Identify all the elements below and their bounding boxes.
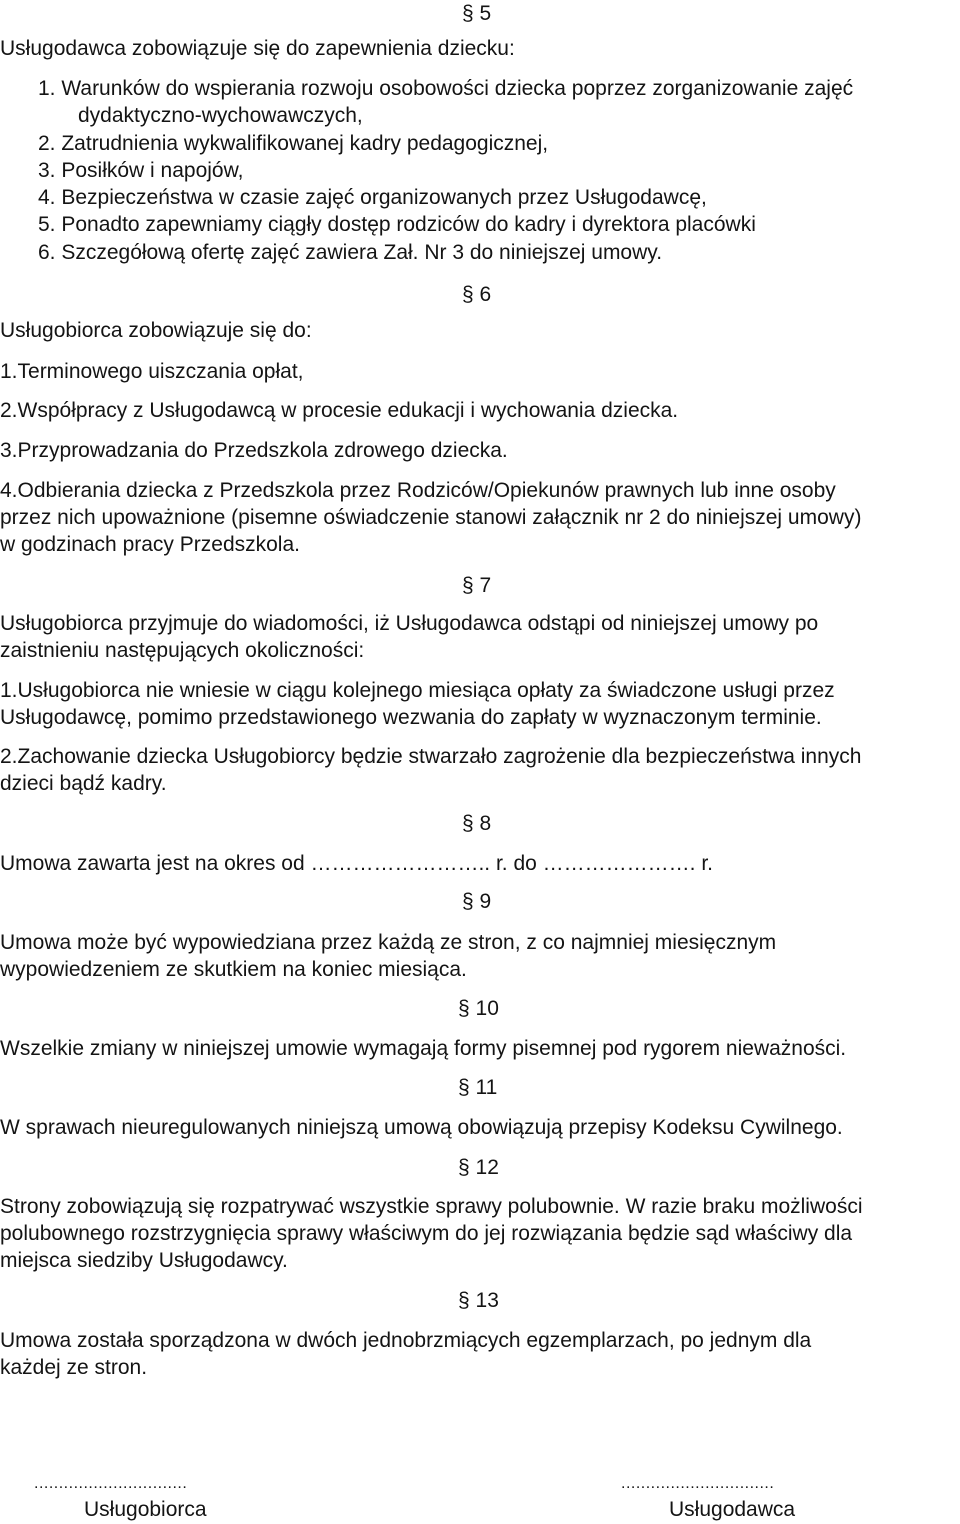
paragraph-line: dzieci bądź kadry. [0, 772, 167, 795]
list-item: 5. Ponadto zapewniamy ciągły dostęp rodziców do kadry i dyrektora placówki [38, 213, 756, 236]
section-8-heading: § 8 [462, 812, 492, 835]
list-item: 2. Zatrudnienia wykwalifikowanej kadry pedagogicznej, [38, 132, 549, 155]
list-item: 1. Warunków do wspierania rozwoju osobowości dziecka poprzez zorganizowanie zajęć [38, 77, 854, 100]
paragraph-line: W sprawach nieuregulowanych niniejszą umową obowiązują przepisy Kodeksu Cywilnego. [0, 1116, 843, 1139]
paragraph-line: Usługodawcę, pomimo przedstawionego wezwania do zapłaty w wyznaczonym terminie. [0, 706, 822, 729]
section-5-heading: § 5 [462, 2, 492, 25]
paragraph-line: Usługobiorca przyjmuje do wiadomości, iż Usługodawca odstąpi od niniejszej umowy po [0, 612, 819, 635]
section-7-heading: § 7 [462, 574, 492, 597]
signature-line-left: ............................... [34, 1475, 188, 1492]
list-item: dydaktyczno-wychowawczych, [78, 104, 363, 127]
list-item: 3. Posiłków i napojów, [38, 159, 244, 182]
paragraph-line: każdej ze stron. [0, 1356, 148, 1379]
paragraph-line: 2.Zachowanie dziecka Usługobiorcy będzie stwarzało zagrożenie dla bezpieczeństwa innych [0, 745, 862, 768]
paragraph-line: Umowa została sporządzona w dwóch jednobrzmiących egzemplarzach, po jednym dla [0, 1329, 812, 1352]
paragraph-line: Strony zobowiązują się rozpatrywać wszystkie sprawy polubownie. W razie braku możliwości [0, 1195, 863, 1218]
list-item: 4. Bezpieczeństwa w czasie zajęć organizowanych przez Usługodawcę, [38, 186, 707, 209]
list-item: 6. Szczegółową ofertę zajęć zawiera Zał. Nr 3 do niniejszej umowy. [38, 241, 663, 264]
section-12-heading: § 12 [458, 1156, 499, 1179]
list-item: przez nich upoważnione (pisemne oświadczenie stanowi załącznik nr 2 do niniejszej umowy) [0, 506, 862, 529]
contract-period-line: Umowa zawarta jest na okres od …………………….. r. do …………………. r. [0, 852, 714, 875]
section-13-heading: § 13 [458, 1289, 499, 1312]
signature-label-left: Usługobiorca [84, 1498, 207, 1521]
section-5-intro: Usługodawca zobowiązuje się do zapewnienia dziecku: [0, 37, 515, 60]
paragraph-line: miejsca siedziby Usługodawcy. [0, 1249, 288, 1272]
list-item: w godzinach pracy Przedszkola. [0, 533, 300, 556]
signature-line-right: ............................... [621, 1475, 775, 1492]
paragraph-line: polubownego rozstrzygnięcia sprawy właściwym do jej rozwiązania będzie sąd właściwy dla [0, 1222, 853, 1245]
section-10-heading: § 10 [458, 997, 499, 1020]
section-11-heading: § 11 [458, 1076, 498, 1099]
list-item: 1.Terminowego uiszczania opłat, [0, 360, 304, 383]
paragraph-line: 1.Usługobiorca nie wniesie w ciągu kolejnego miesiąca opłaty za świadczone usługi przez [0, 679, 835, 702]
signature-label-right: Usługodawca [669, 1498, 796, 1521]
list-item: 4.Odbierania dziecka z Przedszkola przez Rodziców/Opiekunów prawnych lub inne osoby [0, 479, 836, 502]
list-item: 3.Przyprowadzania do Przedszkola zdrowego dziecka. [0, 439, 508, 462]
paragraph-line: zaistnieniu następujących okoliczności: [0, 639, 365, 662]
section-6-intro: Usługobiorca zobowiązuje się do: [0, 319, 312, 342]
paragraph-line: wypowiedzeniem ze skutkiem na koniec miesiąca. [0, 958, 467, 981]
section-9-heading: § 9 [462, 890, 492, 913]
list-item: 2.Współpracy z Usługodawcą w procesie edukacji i wychowania dziecka. [0, 399, 679, 422]
section-6-heading: § 6 [462, 283, 492, 306]
paragraph-line: Umowa może być wypowiedziana przez każdą ze stron, z co najmniej miesięcznym [0, 931, 777, 954]
paragraph-line: Wszelkie zmiany w niniejszej umowie wymagają formy pisemnej pod rygorem nieważności. [0, 1037, 847, 1060]
